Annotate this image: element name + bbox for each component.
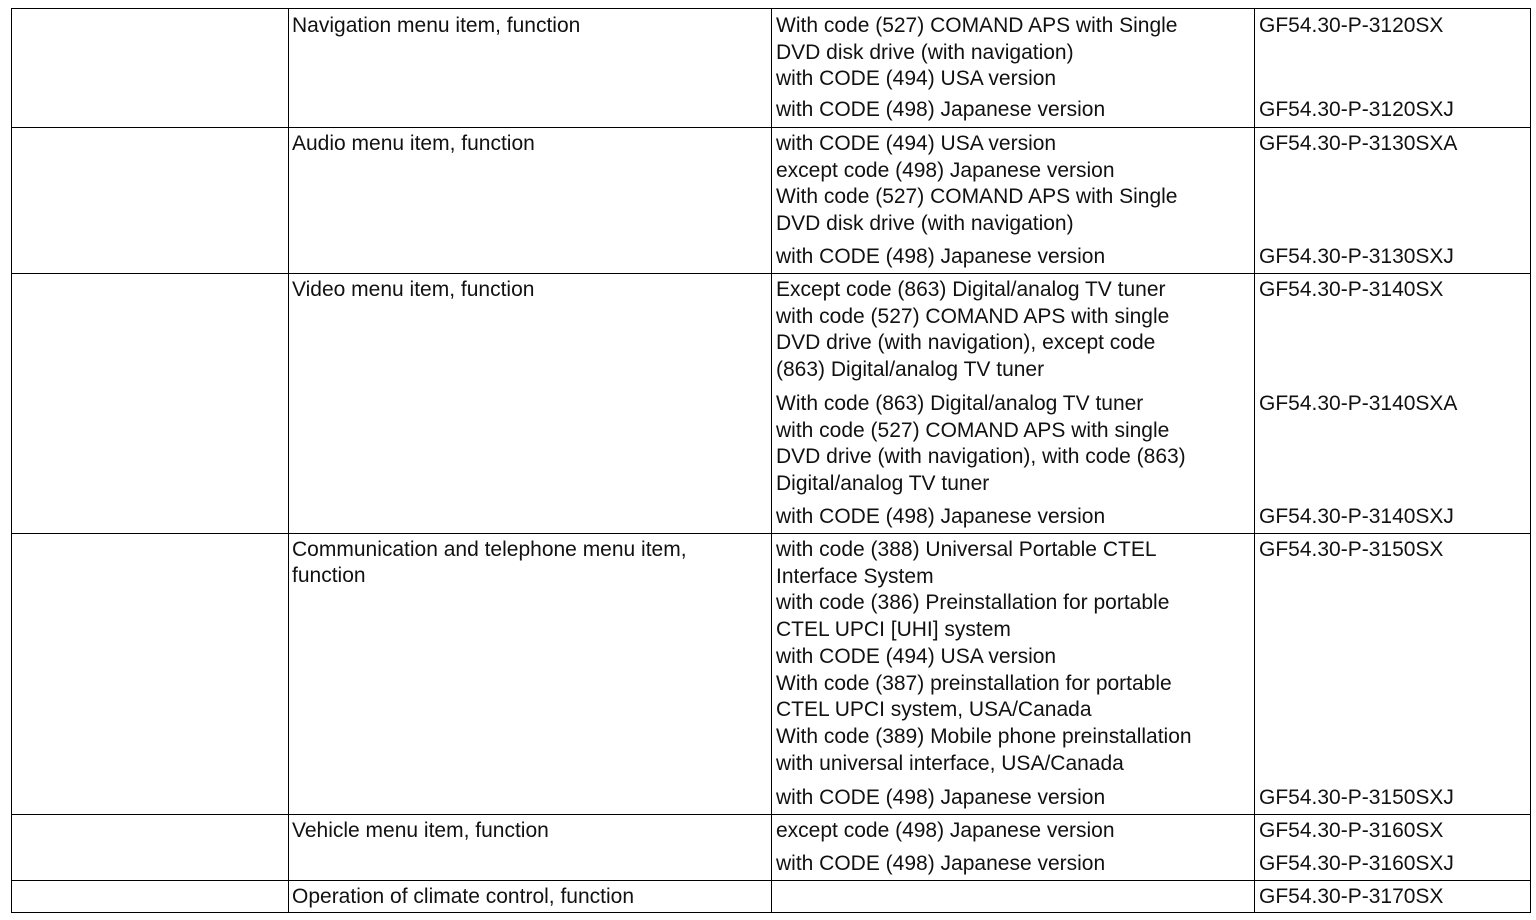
condition-line: with CODE (498) Japanese version [776, 852, 1106, 875]
table-row [11, 127, 1531, 273]
document-code[interactable]: GF54.30-P-3130SXJ [1259, 245, 1454, 268]
condition-line: except code (498) Japanese version [776, 819, 1115, 842]
condition-line: (863) Digital/analog TV tuner [776, 357, 1045, 381]
table-row [11, 880, 1531, 913]
condition-group [776, 97, 1246, 124]
condition-line: DVD drive (with navigation), except code [776, 331, 1156, 354]
document-code[interactable]: GF54.30-P-3170SX [1259, 885, 1444, 908]
condition-line: CTEL UPCI [UHI] system [776, 618, 1011, 642]
document-code[interactable]: GF54.30-P-3130SXA [1259, 132, 1458, 155]
condition-line: with CODE (498) Japanese version [776, 98, 1106, 121]
condition-line: DVD disk drive (with navigation) [776, 211, 1074, 235]
condition-line: Interface System [776, 564, 934, 588]
condition-line: with CODE (494) USA version [776, 132, 1057, 155]
document-code[interactable]: GF54.30-P-3150SX [1259, 538, 1444, 561]
condition-line: with CODE (494) USA version [776, 67, 1057, 90]
condition-group [776, 504, 1246, 531]
document-code[interactable]: GF54.30-P-3150SXJ [1259, 786, 1454, 809]
function-title: Vehicle menu item, function [292, 819, 549, 842]
condition-line: with CODE (498) Japanese version [776, 786, 1106, 809]
condition-line: Digital/analog TV tuner [776, 471, 990, 495]
function-title: Audio menu item, function [292, 132, 535, 155]
condition-group [776, 391, 1246, 497]
document-code[interactable]: GF54.30-P-3120SX [1259, 14, 1444, 37]
condition-line: With code (863) Digital/analog TV tuner [776, 392, 1144, 415]
condition-group [776, 785, 1246, 812]
condition-group [776, 851, 1246, 878]
function-title: Communication and telephone menu item, function [292, 538, 687, 587]
table-row [11, 533, 1531, 814]
function-table [11, 8, 1532, 913]
condition-line: CTEL UPCI system, USA/Canada [776, 698, 1092, 722]
condition-line: DVD drive (with navigation), with code (863) [776, 445, 1186, 468]
condition-line: with code (527) COMAND APS with single [776, 418, 1170, 442]
condition-group [776, 537, 1246, 777]
condition-line: With code (527) COMAND APS with Single [776, 14, 1178, 37]
condition-line: With code (389) Mobile phone preinstallation [776, 724, 1192, 748]
condition-group [776, 13, 1246, 93]
function-title: Video menu item, function [292, 278, 535, 301]
document-code[interactable]: GF54.30-P-3160SXJ [1259, 852, 1454, 875]
condition-line: with code (388) Universal Portable CTEL [776, 538, 1157, 561]
condition-line: with CODE (498) Japanese version [776, 505, 1106, 528]
table-row [11, 273, 1531, 533]
condition-line: With code (527) COMAND APS with Single [776, 185, 1178, 208]
condition-line: With code (387) preinstallation for portable [776, 671, 1172, 695]
condition-line: with code (527) COMAND APS with single [776, 304, 1170, 328]
condition-line: except code (498) Japanese version [776, 158, 1115, 182]
condition-group [776, 818, 1246, 845]
condition-line: DVD disk drive (with navigation) [776, 40, 1074, 64]
document-code[interactable]: GF54.30-P-3140SXJ [1259, 505, 1454, 528]
condition-group [776, 244, 1246, 271]
table-row [11, 8, 1531, 127]
condition-line: Except code (863) Digital/analog TV tuner [776, 278, 1166, 301]
condition-group [776, 277, 1246, 383]
condition-line: with CODE (498) Japanese version [776, 245, 1106, 268]
function-title: Operation of climate control, function [292, 885, 635, 908]
document-code[interactable]: GF54.30-P-3140SXA [1259, 392, 1458, 415]
condition-line: with CODE (494) USA version [776, 644, 1057, 668]
document-code[interactable]: GF54.30-P-3140SX [1259, 278, 1444, 301]
condition-line: with universal interface, USA/Canada [776, 751, 1124, 775]
document-code[interactable]: GF54.30-P-3120SXJ [1259, 98, 1454, 121]
function-title: Navigation menu item, function [292, 14, 581, 37]
condition-group [776, 131, 1246, 237]
condition-line: with code (386) Preinstallation for portable [776, 591, 1170, 615]
table-row [11, 814, 1531, 880]
document-code[interactable]: GF54.30-P-3160SX [1259, 819, 1444, 842]
